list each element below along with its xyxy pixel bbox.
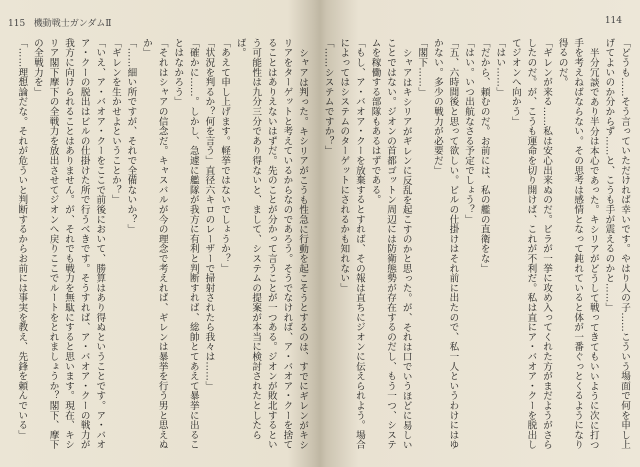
paragraph: 「いえ、ア・バオア・クーをここで前後において、勝算はあり得ぬということです。ア・バオア・クーの脱出はビルの仕掛けた所で行うべきです。そうすれば、ア・バオア・クーの戦力が我方に向けられることはありません。が、それでも戦力を無駄にすると思います。現在、キシリア閣下摩下の全戦力を放出させてジオンへ戻りここでルートをとれましょうか？閣下、摩下の全戦力を」 <box>31 38 106 450</box>
paragraph: 「どうも……そう言っていただければ幸いです。やはり人の子……こういう場面で何を申し上げてよいのか分からず……と、こうも手が震えるのかと……」 <box>603 38 630 450</box>
paragraph: シャアはキシリアがギレンに反乱を起こすのかと思った。が、それは口でいうほどに易しいことではない。ジオンの首都ゴットン周辺には防衛態勢が存在するのだし、もう一つ、システムを稼働する部隊もあるはずである。 <box>369 38 412 450</box>
paragraph: 「だから、頼むのだ。お前には、私の艦の直衛をな」 <box>478 38 490 274</box>
left-page <box>0 0 318 467</box>
paragraph: 「確かに……。しかし、急遽に艦隊が我方に有利と判断すれば、総帥とてあえて暴挙に出ることはなかろう」 <box>172 38 199 450</box>
paragraph: 「……細い所ですが、それで全備ないか？」 <box>125 38 137 234</box>
paragraph: 「閣下……」 <box>416 38 428 97</box>
paragraph: 「それはシャアの信念だ。キャスバルが今の理念で考えれば、ギレンは暴挙を行う男と思えぬか」 <box>141 38 168 450</box>
paragraph: 「はい……」 <box>494 38 506 97</box>
paragraph: 「……システムですか？」 <box>322 38 334 156</box>
right-page-text <box>322 38 632 453</box>
left-page-number: 115 <box>8 19 26 29</box>
running-title: 機動戦士ガンダムⅡ <box>33 19 112 29</box>
paragraph: シャアは判った。キシリアがこうも性急に行動を起こそうとするのは、すでにギレンがキシリアをターゲットと考えているからなのであろう。そうでなければ、ア・バオア・クーを捨てることはありえないはずだ。先のことが分かって言うことが一つある。ジオンが敗北するという可能性は九分三分であり得ないと、まして、システムの提案が本当に検討されたとしたらば。 <box>234 38 308 450</box>
paragraph: 半分冗談であり半分は本心であった。キシリアがどうして戦ってきてもいいように次に打つ手を考えねばならない。その思考は感情となって鈍れていると体が一番ぐっとくるようになり得るのだ。 <box>556 38 599 450</box>
paragraph: 「……理想論だな。それが危ういと判断するからお前には事実を教え、先鋒を頼んでいる」 <box>16 38 28 440</box>
right-page-header <box>605 16 622 26</box>
right-page <box>322 0 640 467</box>
left-page-text <box>12 38 310 453</box>
paragraph: 「あえて申し上げます。軽挙ではないでしょうか？」 <box>219 38 231 274</box>
paragraph: 「ギレンが来る……私は安心出来ぬのだ。ビラが一挙に攻め入ってくれた方がまだようがさらしたのだ。が、こうも運命を切り開けば、これが不利だ。私は直にア・バオア・クーを脱出してジオンへ向かう」 <box>509 38 553 450</box>
paragraph: 「五、六時間後と思って欲しい。ビルの仕掛けはそれ前に出たので、私一人というわけにはゆかない。多少の戦力が必要だ」 <box>431 38 459 450</box>
left-page-header <box>8 16 112 29</box>
paragraph: 「もし、ア・バオア・クーを放棄するとすれば、その報は直ちにジオンに伝えられよう。場合によってはシステムのターゲットにされるかも知れない」 <box>338 38 365 450</box>
right-page-number: 114 <box>604 16 622 26</box>
paragraph: 「状況を判るか？何を言う」直径六キロのレーザーで掃射されたら我々は……」 <box>203 38 215 391</box>
paragraph: 「ギレンを生かせよということか？」 <box>109 38 121 205</box>
paragraph: 「はい。いつ出航なさる予定でしょう？」 <box>463 38 475 225</box>
